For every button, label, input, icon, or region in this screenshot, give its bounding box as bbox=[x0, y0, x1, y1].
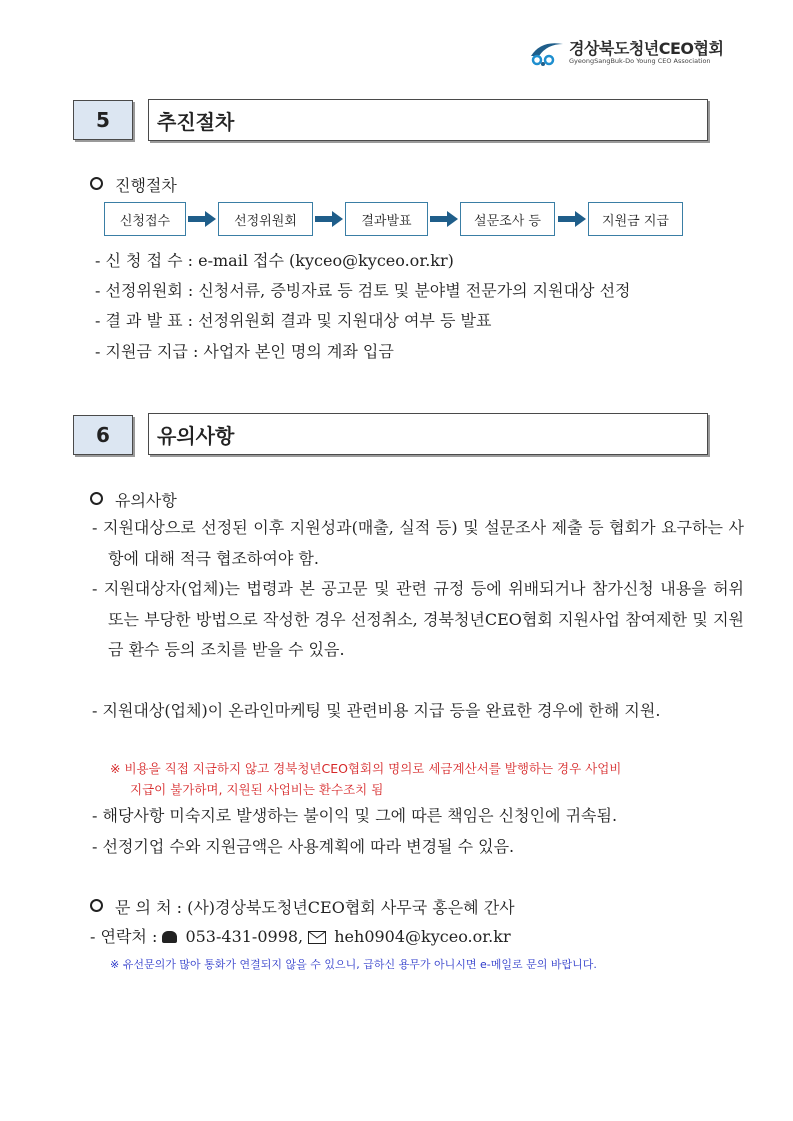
section-title: 유의사항 bbox=[148, 413, 708, 455]
right-arrow-icon bbox=[430, 211, 458, 227]
notice-item: - 지원대상(업체)이 온라인마케팅 및 관련비용 지급 등을 완료한 경우에 한해 지원. bbox=[92, 701, 661, 720]
subheading: 진행절차 bbox=[90, 173, 177, 196]
flow-step: 결과발표 bbox=[345, 202, 428, 236]
flow-step: 지원금 지급 bbox=[588, 202, 683, 236]
circle-bullet-icon bbox=[90, 899, 103, 912]
contact-line bbox=[90, 924, 511, 947]
notice-item: - 지원대상으로 선정된 이후 지원성과(매출, 실적 등) 및 설문조사 제출 등 협회가 요구하는 사항에 대해 적극 협조하여야 함. bbox=[92, 518, 744, 568]
logo-mark-icon bbox=[527, 38, 567, 68]
subheading: 유의사항 bbox=[90, 488, 177, 511]
notice-item: - 선정기업 수와 지원금액은 사용계획에 따라 변경될 수 있음. bbox=[92, 837, 515, 856]
right-arrow-icon bbox=[558, 211, 586, 227]
mail-icon bbox=[308, 931, 326, 944]
flow-step: 신청접수 bbox=[104, 202, 186, 236]
circle-bullet-icon bbox=[90, 492, 103, 505]
warning-note: 지급이 불가하며, 지원된 사업비는 환수조치 됨 bbox=[130, 782, 384, 797]
section-number: 6 bbox=[73, 415, 133, 455]
circle-bullet-icon bbox=[90, 177, 103, 190]
right-arrow-icon bbox=[315, 211, 343, 227]
step-line: - 선정위원회 : 신청서류, 증빙자료 등 검토 및 분야별 전문가의 지원대상 선정 bbox=[95, 281, 631, 300]
section-title: 추진절차 bbox=[148, 99, 708, 141]
notice-item: - 지원대상자(업체)는 법령과 본 공고문 및 관련 규정 등에 위배되거나 참가신청 내용을 허위 또는 부당한 방법으로 작성한 경우 선정취소, 경북청년CEO협회 지원사업 참여제한 및 지원금 환수 등의 조치를 받을 수 있음. bbox=[92, 579, 744, 659]
logo-subtitle: GyeongSangBuk-Do Young CEO Association bbox=[569, 57, 711, 65]
flow-step: 설문조사 등 bbox=[460, 202, 555, 236]
contact-note: ※ 유선문의가 많아 통화가 연결되지 않을 수 있으니, 급하신 용무가 아니시면 e-메일로 문의 바랍니다. bbox=[110, 958, 597, 971]
step-line: - 지원금 지급 : 사업자 본인 명의 계좌 입금 bbox=[95, 342, 394, 361]
section-number: 5 bbox=[73, 100, 133, 140]
logo-name: 경상북도청년CEO협회 bbox=[569, 39, 724, 58]
contact-label: - 연락처 : bbox=[90, 927, 158, 946]
step-line: - 신 청 접 수 : e-mail 접수 (kyceo@kyceo.or.kr) bbox=[95, 251, 454, 270]
email-link[interactable]: heh0904@kyceo.or.kr bbox=[334, 927, 511, 946]
phone-icon bbox=[162, 931, 177, 943]
notice-item: - 해당사항 미숙지로 발생하는 불이익 및 그에 따른 책임은 신청인에 귀속됨. bbox=[92, 806, 618, 825]
contact-heading: 문 의 처 : (사)경상북도청년CEO협회 사무국 홍은혜 간사 bbox=[90, 895, 515, 918]
right-arrow-icon bbox=[188, 211, 216, 227]
flow-step: 선정위원회 bbox=[218, 202, 313, 236]
phone-number[interactable]: 053-431-0998, bbox=[185, 927, 304, 946]
step-line: - 결 과 발 표 : 선정위원회 결과 및 지원대상 여부 등 발표 bbox=[95, 311, 492, 330]
warning-note: ※ 비용을 직접 지급하지 않고 경북청년CEO협회의 명의로 세금계산서를 발행하는 경우 사업비 bbox=[110, 761, 622, 776]
association-logo bbox=[527, 36, 747, 70]
